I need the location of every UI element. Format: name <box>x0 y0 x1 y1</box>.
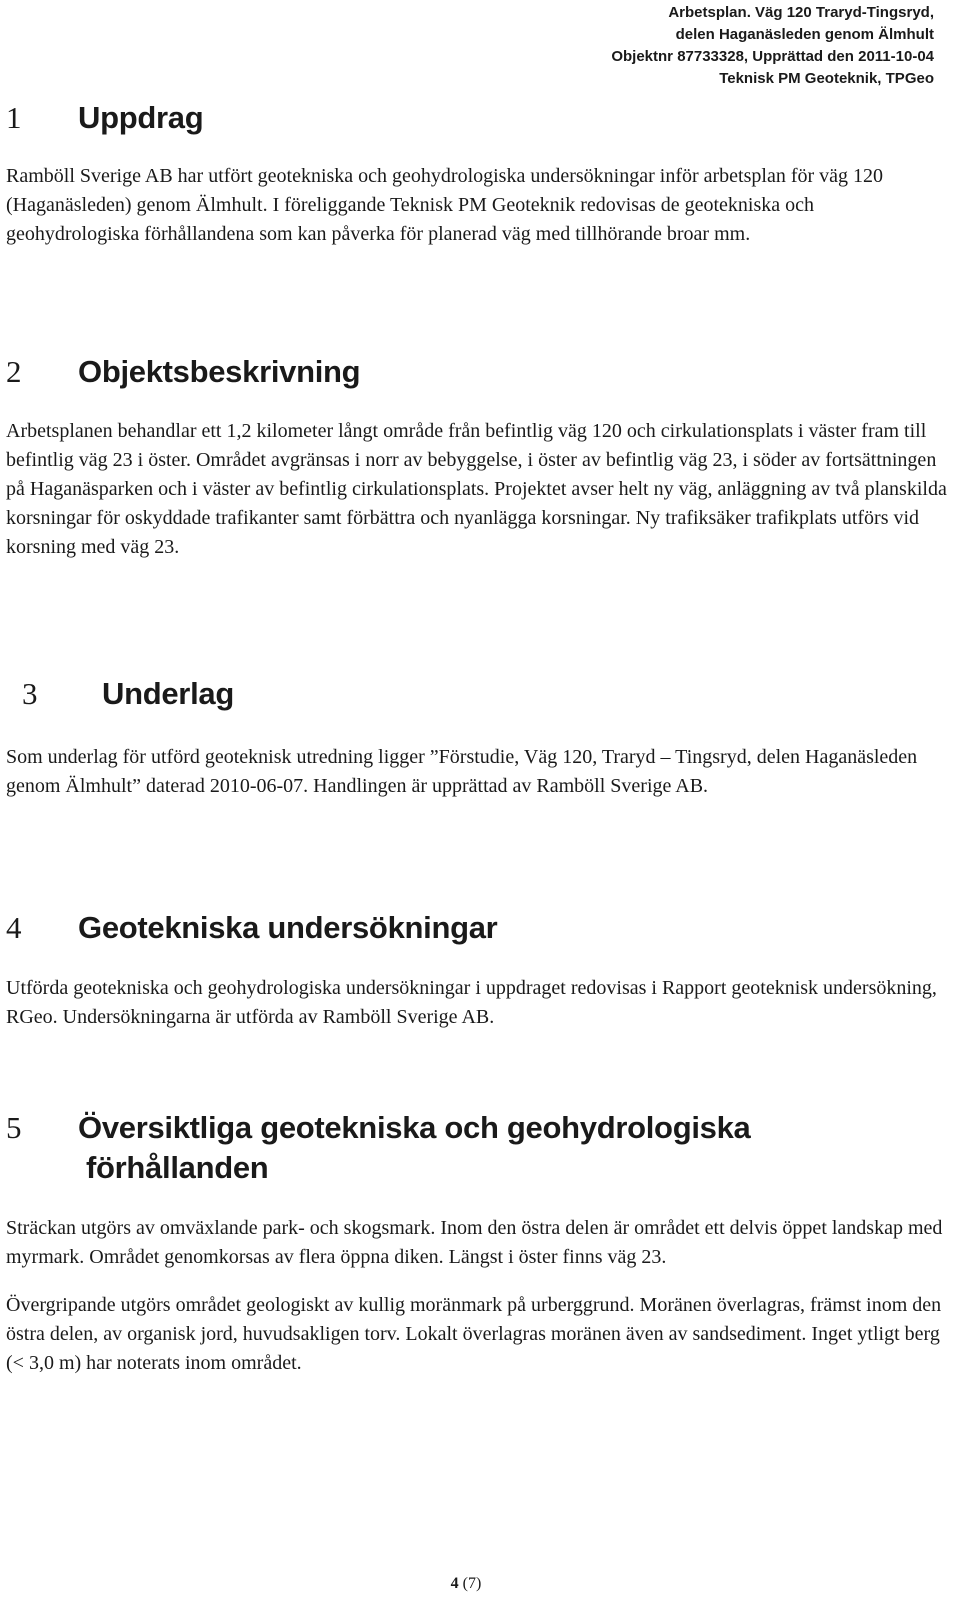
section-objektsbeskrivning <box>6 354 950 562</box>
section-oversiktliga-forhallanden <box>6 1110 950 1378</box>
section-uppdrag <box>6 100 950 249</box>
page-header <box>374 2 934 90</box>
section-heading <box>6 676 950 712</box>
section-geotekniska-undersokningar <box>6 910 950 1032</box>
section-heading <box>6 354 950 390</box>
header-line: Arbetsplan. Väg 120 Traryd-Tingsryd, <box>668 4 934 21</box>
paragraph: Sträckan utgörs av omväxlande park- och skogsmark. Inom den östra delen är området ett delvis öppet landskap med myrmark. Området genomkorsas av flera öppna diken. Längst i öster finns väg 23. <box>6 1217 943 1268</box>
paragraph: Övergripande utgörs området geologiskt av kullig moränmark på urberggrund. Moränen överlagras, främst inom den östra delen, av organisk jord, huvudsakligen torv. Lokalt överlagras moränen även av sandsediment. Inget ytligt berg (< 3,0 m) har noterats inom området. <box>6 1294 942 1374</box>
section-number: 1 <box>6 100 22 135</box>
section-title: Översiktliga geotekniska och geohydrologiska <box>78 1110 751 1145</box>
section-number: 2 <box>6 354 22 389</box>
paragraph: Ramböll Sverige AB har utfört geotekniska och geohydrologiska undersökningar inför arbetsplan för väg 120 (Haganäsleden) genom Älmhult. I föreliggande Teknisk PM Geoteknik redovisas de geotekniska och geohydrologiska förhållandena som kan påverka för planerad väg med tillhörande broar mm. <box>6 165 884 245</box>
header-line: Teknisk PM Geoteknik, TPGeo <box>719 70 934 87</box>
section-heading <box>6 100 950 136</box>
section-heading <box>6 910 950 946</box>
page-current: 4 <box>450 1575 459 1592</box>
section-heading <box>6 1110 950 1186</box>
section-number: 3 <box>22 676 38 711</box>
header-line: Objektnr 87733328, Upprättad den 2011-10-04 <box>611 48 934 65</box>
paragraph: Utförda geotekniska och geohydrologiska undersökningar i uppdraget redovisas i Rapport geoteknisk undersökning, RGeo. Undersökningarna är utförda av Ramböll Sverige AB. <box>6 977 937 1028</box>
paragraph: Arbetsplanen behandlar ett 1,2 kilometer långt område från befintlig väg 120 och cirkulationsplats i väster fram till befintlig väg 23 i öster. Området avgränsas i norr av bebyggelse, i öster av befintlig väg 23, i söder av fortsättningen på Haganäsparken och i väster av befintlig cirkulationsplats. Projektet avser helt ny väg, anläggning av två planskilda korsningar för oskyddade trafikanter samt förbättra och nyanlägga korsningar. Ny trafiksäker trafikplats utförs vid korsning med väg 23. <box>6 420 947 558</box>
page-number <box>0 1575 932 1593</box>
section-number: 4 <box>6 910 22 945</box>
section-title: Uppdrag <box>78 100 204 135</box>
header-line: delen Haganäsleden genom Älmhult <box>675 26 934 43</box>
section-underlag <box>6 676 950 801</box>
section-title: Underlag <box>102 676 234 711</box>
paragraph: Som underlag för utförd geoteknisk utredning ligger ”Förstudie, Väg 120, Traryd – Tingsryd, delen Haganäsleden genom Älmhult” daterad 2010-06-07. Handlingen är upprättad av Ramböll Sverige AB. <box>6 746 918 797</box>
page-total: (7) <box>462 1575 482 1592</box>
section-number: 5 <box>6 1110 22 1145</box>
section-title: Geotekniska undersökningar <box>78 910 498 945</box>
section-title-continuation: förhållanden <box>86 1150 269 1185</box>
section-title: Objektsbeskrivning <box>78 354 361 389</box>
